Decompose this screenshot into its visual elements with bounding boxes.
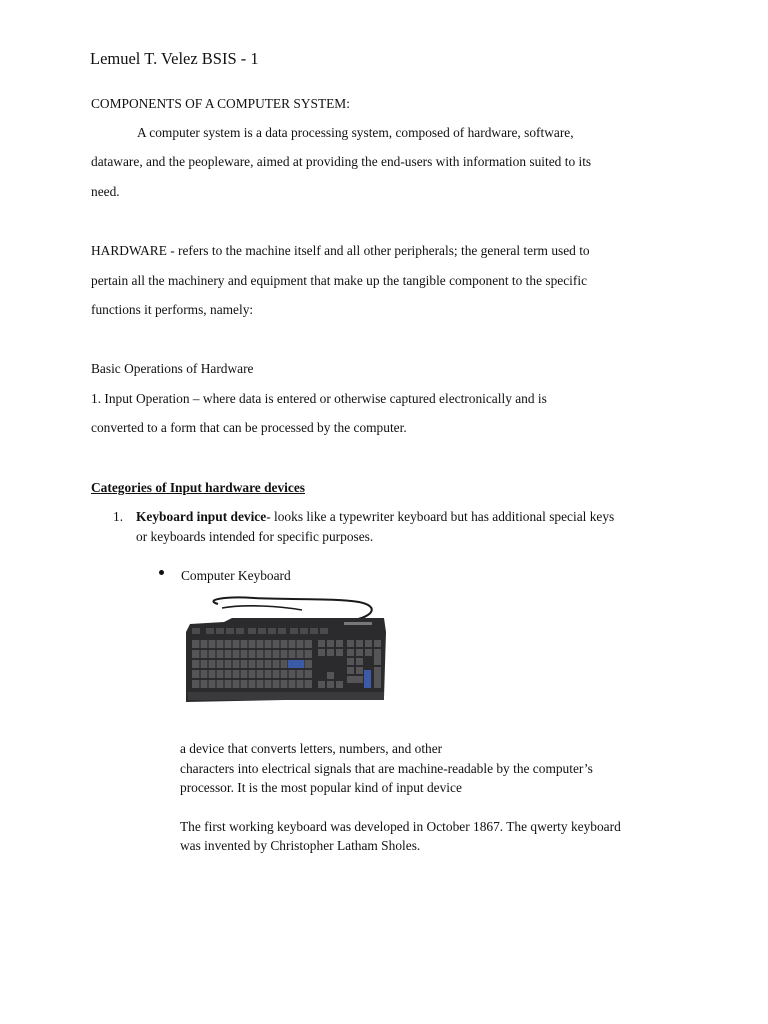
description-line-1: a device that converts letters, numbers, and other <box>180 741 443 756</box>
history-line-1: The first working keyboard was developed in October 1867. The qwerty keyboard <box>180 819 621 834</box>
author-line: Lemuel T. Velez BSIS - 1 <box>90 49 259 68</box>
hardware-line-1: HARDWARE - refers to the machine itself and all other peripherals; the general term used to <box>91 243 590 258</box>
intro-line-3: need. <box>91 184 120 199</box>
description-line-3: processor. It is the most popular kind of input device <box>180 780 462 795</box>
intro-line-1: A computer system is a data processing system, composed of hardware, software, <box>137 125 574 140</box>
bullet-dot <box>159 570 164 575</box>
hardware-line-2: pertain all the machinery and equipment that make up the tangible component to the specific <box>91 273 588 288</box>
section-heading: COMPONENTS OF A COMPUTER SYSTEM: <box>91 96 350 111</box>
intro-line-2: dataware, and the peopleware, aimed at providing the end-users with information suited to its <box>91 154 592 169</box>
list-number: 1. <box>113 509 124 524</box>
keyboard-definition: - looks like a typewriter keyboard but has additional special keys <box>266 509 615 524</box>
hardware-line-3: functions it performs, namely: <box>91 302 254 317</box>
keyboard-term: Keyboard input device <box>136 509 267 524</box>
list-item-keyboard <box>136 510 614 523</box>
description-line-2: characters into electrical signals that are machine-readable by the computer’s <box>180 761 593 776</box>
keyboard-image <box>184 596 386 706</box>
keyboard-definition-line-2: or keyboards intended for specific purposes. <box>136 529 374 544</box>
input-operation-line-1: 1. Input Operation – where data is entered or otherwise captured electronically and is <box>91 391 547 406</box>
input-operation-line-2: converted to a form that can be processed by the computer. <box>91 420 407 435</box>
basic-ops-title: Basic Operations of Hardware <box>91 361 254 376</box>
categories-title: Categories of Input hardware devices <box>91 480 305 495</box>
history-line-2: was invented by Christopher Latham Sholes. <box>180 838 421 853</box>
bullet-computer-keyboard: Computer Keyboard <box>181 568 291 583</box>
